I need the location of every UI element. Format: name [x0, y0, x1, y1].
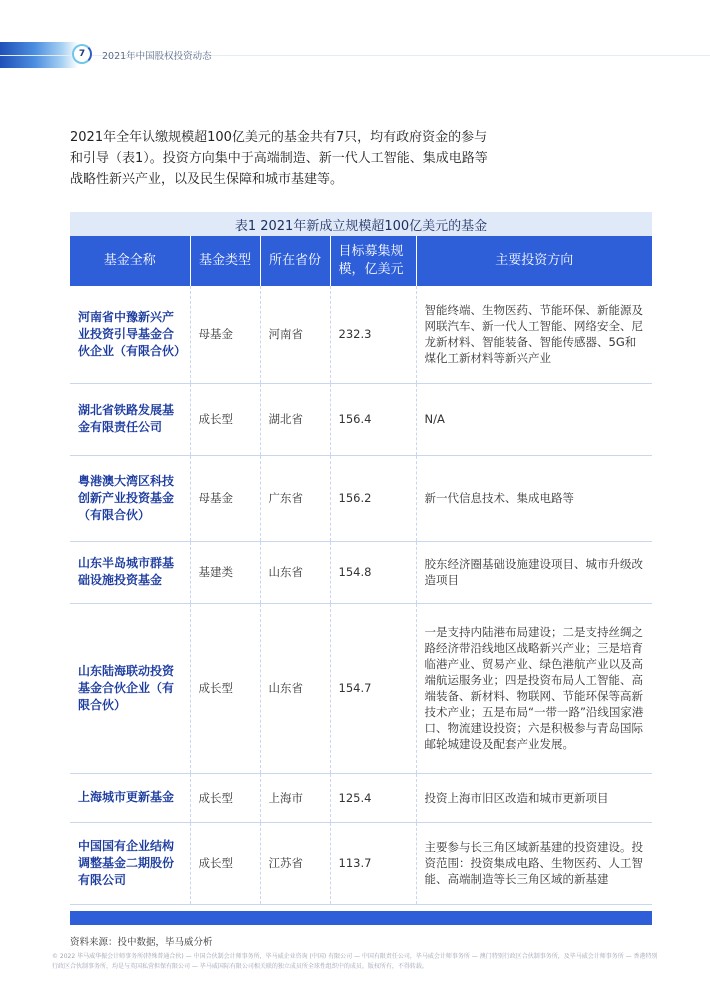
focus-cell: 主要参与长三角区域新基建的投资建设。投资范围：投资集成电路、生物医药、人工智能、高端制造等长三角区域的新基建	[416, 822, 652, 904]
province-cell: 山东省	[260, 603, 330, 773]
page-header	[0, 38, 710, 72]
province-cell: 河南省	[260, 286, 330, 383]
source-note: 资料来源：投中数据，毕马威分析	[70, 937, 213, 948]
province-cell: 山东省	[260, 541, 330, 603]
fund-type-cell: 母基金	[190, 455, 260, 541]
fund-name-cell: 河南省中豫新兴产业投资引导基金合伙企业（有限合伙）	[70, 286, 190, 383]
header-fund-name: 基金全称	[70, 236, 190, 286]
size-cell: 125.4	[330, 773, 416, 822]
province-cell: 湖北省	[260, 383, 330, 455]
running-title: 2021年中国股权投资动态	[102, 51, 212, 62]
table-row	[70, 603, 652, 773]
table-bottom-bar	[70, 911, 652, 925]
fund-type-cell: 成长型	[190, 603, 260, 773]
focus-cell: 一是支持内陆港布局建设；二是支持丝绸之路经济带沿线地区战略新兴产业；三是培育临港产业、贸易产业、绿色港航产业以及高端航运服务业；四是投资布局人工智能、高端装备、新材料、物联网、节能环保等高新技术产业；五是布局“一带一路”沿线国家港口、物流建设投资；六是积极参与青岛国际邮轮城建设及配套产业发展。	[416, 603, 652, 773]
fund-name-cell: 粤港澳大湾区科技创新产业投资基金（有限合伙）	[70, 455, 190, 541]
province-cell: 上海市	[260, 773, 330, 822]
size-cell: 154.7	[330, 603, 416, 773]
fund-name-cell: 中国国有企业结构调整基金二期股份有限公司	[70, 822, 190, 904]
focus-cell: 智能终端、生物医药、节能环保、新能源及网联汽车、新一代人工智能、网络安全、尼龙新材料、智能装备、智能传感器、5G和煤化工新材料等新兴产业	[416, 286, 652, 383]
table-row	[70, 455, 652, 541]
table-header-row	[70, 236, 652, 286]
table-row	[70, 383, 652, 455]
table-caption: 表1 2021年新成立规模超100亿美元的基金	[70, 212, 652, 236]
size-cell: 154.8	[330, 541, 416, 603]
fund-type-cell: 母基金	[190, 286, 260, 383]
fund-table-block	[70, 212, 652, 925]
copyright-footer: © 2022 毕马威华振会计师事务所(特殊普通合伙) — 中国合伙制会计师事务所，毕马威企业咨询 (中国) 有限公司 — 中国有限责任公司，毕马威会计师事务所 — 澳门特别行政区合伙制事务所，及毕马威会计师事务所 — 香港特别行政区合伙制事务所，均是与英国私营担保有限公司 — 毕马威国际有限公司相关联的独立成员所全球性组织中的成员。版权所有，不得转载。	[52, 953, 658, 970]
header-investment-focus: 主要投资方向	[416, 236, 652, 286]
fund-name-cell: 上海城市更新基金	[70, 773, 190, 822]
fund-type-cell: 成长型	[190, 773, 260, 822]
province-cell: 江苏省	[260, 822, 330, 904]
fund-type-cell: 成长型	[190, 383, 260, 455]
fund-name-cell: 山东半岛城市群基础设施投资基金	[70, 541, 190, 603]
table-row	[70, 822, 652, 904]
focus-cell: 投资上海市旧区改造和城市更新项目	[416, 773, 652, 822]
table-row	[70, 773, 652, 822]
size-cell: 156.4	[330, 383, 416, 455]
header-fund-type: 基金类型	[190, 236, 260, 286]
table-row	[70, 541, 652, 603]
table-row	[70, 286, 652, 383]
page-number-badge: 7	[72, 44, 92, 64]
header-province: 所在省份	[260, 236, 330, 286]
fund-table	[70, 236, 652, 905]
header-target-size: 目标募集规模，亿美元	[330, 236, 416, 286]
size-cell: 156.2	[330, 455, 416, 541]
fund-name-cell: 山东陆海联动投资基金合伙企业（有限合伙）	[70, 603, 190, 773]
focus-cell: N/A	[416, 383, 652, 455]
focus-cell: 胶东经济圈基础设施建设项目、城市升级改造项目	[416, 541, 652, 603]
province-cell: 广东省	[260, 455, 330, 541]
intro-paragraph: 2021年全年认缴规模超100亿美元的基金共有7只，均有政府资金的参与和引导（表1）。投资方向集中于高端制造、新一代人工智能、集成电路等战略性新兴产业，以及民生保障和城市基建等。	[70, 130, 488, 187]
fund-name-cell: 湖北省铁路发展基金有限责任公司	[70, 383, 190, 455]
fund-type-cell: 成长型	[190, 822, 260, 904]
fund-type-cell: 基建类	[190, 541, 260, 603]
focus-cell: 新一代信息技术、集成电路等	[416, 455, 652, 541]
size-cell: 113.7	[330, 822, 416, 904]
size-cell: 232.3	[330, 286, 416, 383]
